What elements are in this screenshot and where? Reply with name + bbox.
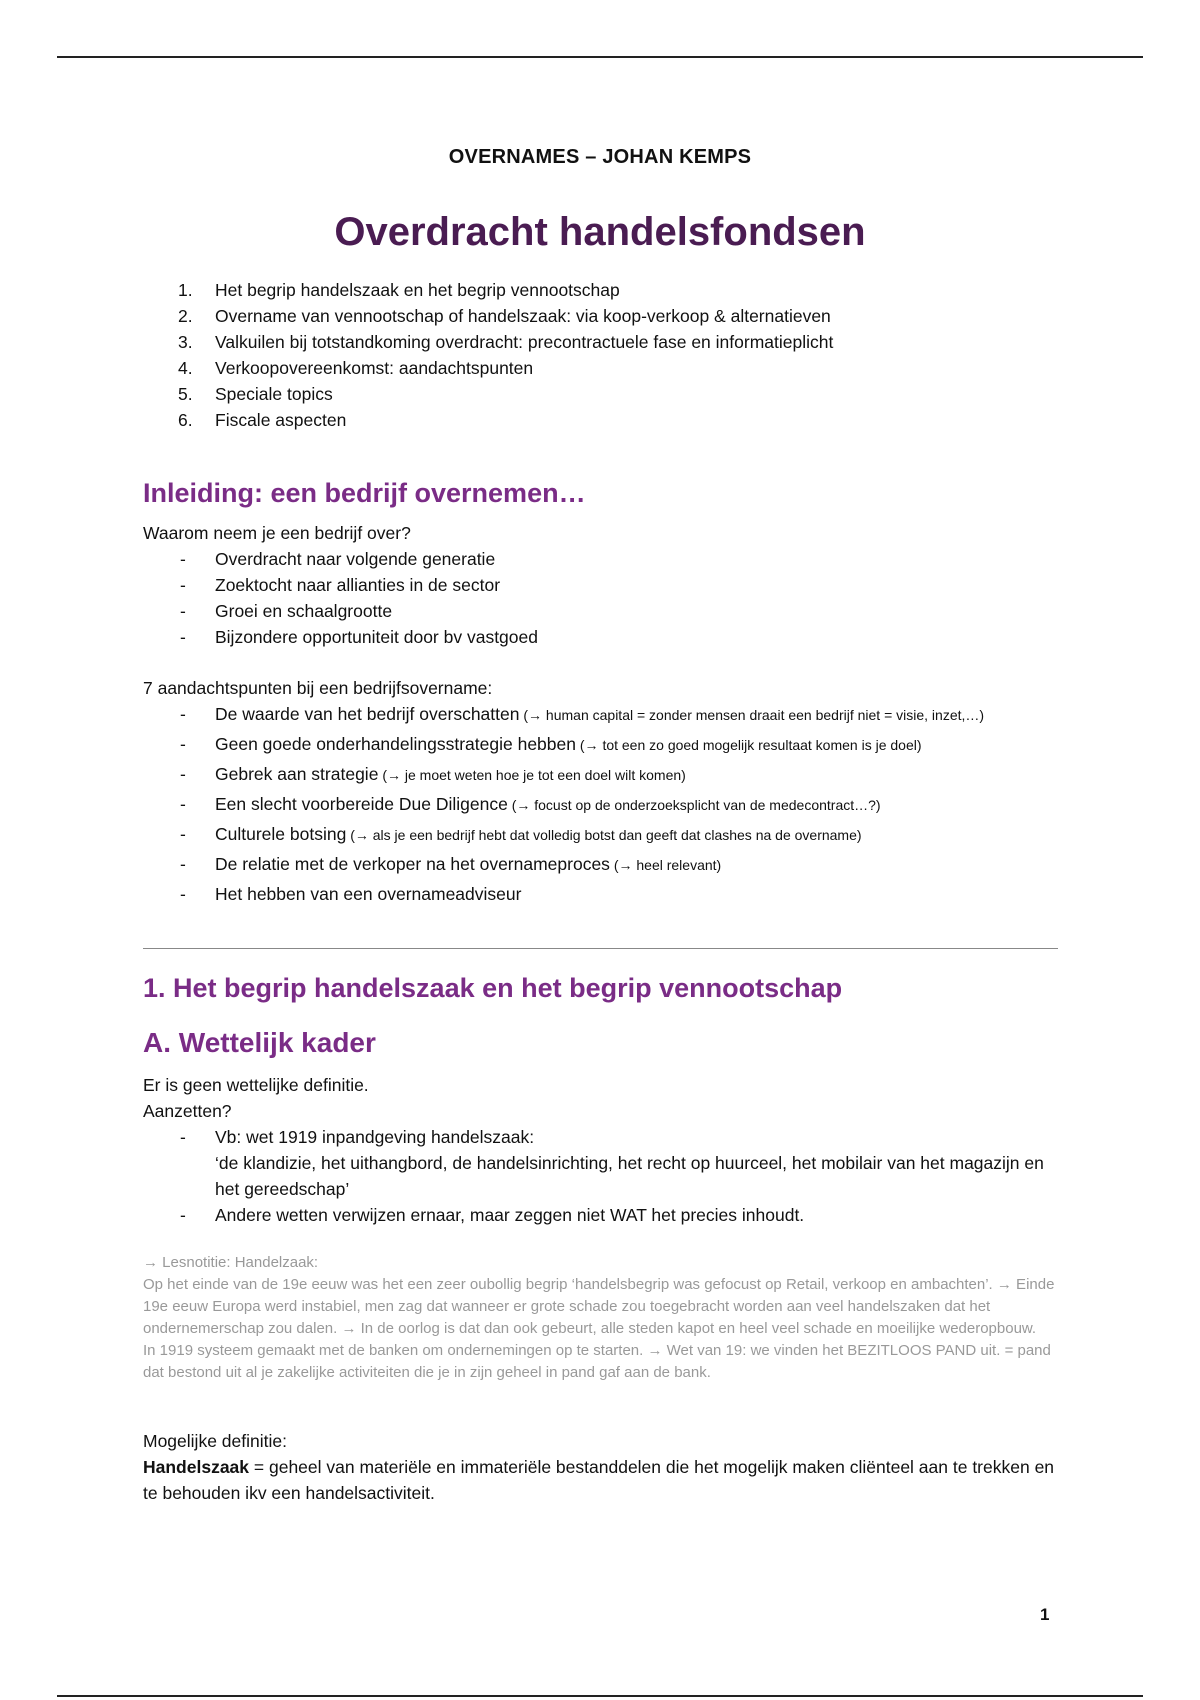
list-item: - Groei en schaalgrootte xyxy=(180,601,393,621)
no-definition-line: Er is geen wettelijke definitie. xyxy=(143,1075,369,1095)
top-rule xyxy=(57,56,1143,58)
list-item: - Het hebben van een overnameadviseur xyxy=(180,884,522,904)
section-1-heading: 1. Het begrip handelszaak en het begrip vennootschap xyxy=(143,973,843,1003)
note-paragraph: In 1919 systeem gemaakt met de banken om ondernemingen op te starten. → Wet van 19: we vinden het BEZITLOOS PAND uit. = pand dat bestond uit al je zakelijke activiteiten die je in zijn geheel in pand gaf aan de bank. xyxy=(143,1342,1051,1381)
note-paragraph: Op het einde van de 19e eeuw was het een zeer oubollig begrip ‘handelsbegrip was gefocust op Retail, verkoop en ambachten’. → Einde 19e eeuw Europa werd instabiel, men zag dat wanneer er grote schade zou toegebracht worden aan veel handelszaken dat het ondernemerschap zou dalen. → In de oorlog is dat dan ook gebeurt, alle steden kapot en heel veel schade en moeilijke wederopbouw. xyxy=(143,1276,1055,1337)
definition-label: Mogelijke definitie: xyxy=(143,1431,287,1451)
aanzetten-line: Aanzetten? xyxy=(143,1101,232,1121)
intro-reasons-block xyxy=(143,520,1058,650)
list-item: - Vb: wet 1919 inpandgeving handelszaak: ‘de klandizie, het uithangbord, de handelsinrichting, het recht op huurceel, het mobilair van het magazijn en het gereedschap’ xyxy=(180,1127,1044,1199)
list-item: - De relatie met de verkoper na het overnameproces (→ heel relevant) xyxy=(180,854,722,874)
intro-question: Waarom neem je een bedrijf over? xyxy=(143,523,411,543)
bottom-rule xyxy=(57,1695,1143,1697)
list-item: - Zoektocht naar allianties in de sector xyxy=(180,575,501,595)
definition-text: Handelszaak = geheel van materiële en immateriële bestanddelen die het mogelijk maken cliënteel aan te trekken en te behouden ikv een handelsactiviteit. xyxy=(143,1457,1055,1503)
toc-item: 6. Fiscale aspecten xyxy=(178,410,347,430)
toc-item: 1. Het begrip handelszaak en het begrip vennootschap xyxy=(178,280,620,300)
list-item: - Gebrek aan strategie (→ je moet weten hoe je tot een doel wilt komen) xyxy=(180,764,686,784)
list-item: - Een slecht voorbereide Due Diligence (→ focust op de onderzoeksplicht van de medecontract…?) xyxy=(180,794,881,814)
definition-term: Handelszaak xyxy=(143,1457,250,1477)
toc-item: 3. Valkuilen bij totstandkoming overdracht: precontractuele fase en informatieplicht xyxy=(178,332,834,352)
points-list xyxy=(143,701,1058,908)
list-item: - Geen goede onderhandelingsstrategie hebben (→ tot een zo goed mogelijk resultaat komen is je doel) xyxy=(180,734,922,754)
document-header: OVERNAMES – JOHAN KEMPS xyxy=(448,146,752,168)
list-item: - Andere wetten verwijzen ernaar, maar zeggen niet WAT het precies inhoudt. xyxy=(180,1205,805,1225)
points-heading: 7 aandachtspunten bij een bedrijfsovername: xyxy=(143,678,493,698)
definition-block xyxy=(143,1428,1058,1506)
section-divider xyxy=(143,948,1058,949)
legal-list xyxy=(143,1124,1058,1228)
page-number: 1 xyxy=(1040,1605,1050,1624)
attention-points-block xyxy=(143,675,1058,911)
list-item: - Culturele botsing (→ als je een bedrijf hebt dat volledig botst dan geeft dat clashes na de overname) xyxy=(180,824,862,844)
subsection-a-heading: A. Wettelijk kader xyxy=(143,1027,376,1058)
list-item: - Bijzondere opportuniteit door bv vastgoed xyxy=(180,627,538,647)
toc-item: 2. Overname van vennootschap of handelszaak: via koop-verkoop & alternatieven xyxy=(178,306,831,326)
legal-framework-block xyxy=(143,1072,1058,1228)
reasons-list xyxy=(143,546,1058,650)
note-title: → Lesnotitie: Handelzaak: xyxy=(143,1254,319,1271)
list-item: - De waarde van het bedrijf overschatten (→ human capital = zonder mensen draait een bedrijf niet = visie, inzet,…) xyxy=(180,704,985,724)
table-of-contents xyxy=(143,277,833,433)
toc-item: 5. Speciale topics xyxy=(178,384,333,404)
intro-heading: Inleiding: een bedrijf overnemen… xyxy=(143,478,586,508)
lesson-note xyxy=(143,1252,1058,1384)
list-item: - Overdracht naar volgende generatie xyxy=(180,549,496,569)
toc-item: 4. Verkoopovereenkomst: aandachtspunten xyxy=(178,358,534,378)
page-title: Overdracht handelsfondsen xyxy=(334,210,866,254)
